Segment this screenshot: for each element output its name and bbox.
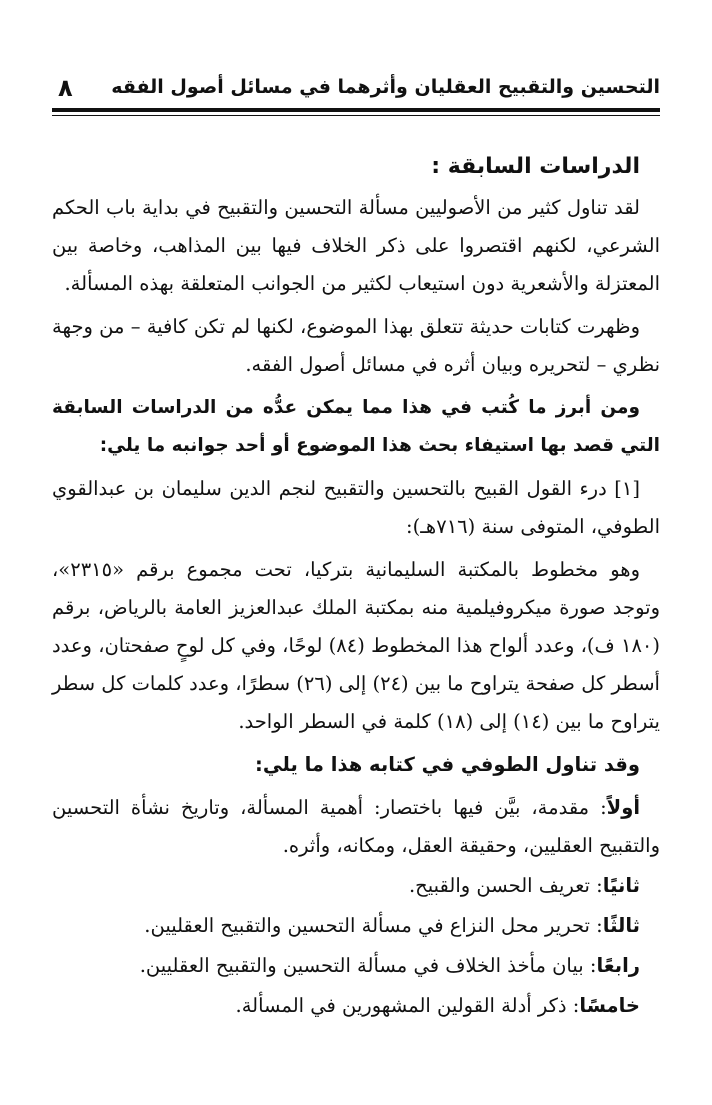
paragraph-modern-writings: وظهرت كتابات حديثة تتعلق بهذا الموضوع، لكنها لم تكن كافية – من وجهة نظري – لتحريره وبيان أثره في مسائل أصول الفقه. (52, 315, 660, 376)
page-header (52, 70, 660, 110)
header-rule-thick (52, 108, 660, 112)
list-item (52, 867, 660, 905)
list-item-text: : ذكر أدلة القولين المشهورين في المسألة. (235, 994, 580, 1017)
list-item-text: : مقدمة، بيَّن فيها باختصار: أهمية المسألة، وتاريخ نشأة التحسين والتقبيح العقليين، وحقيقة العقل، ومكانه، وأثره. (52, 796, 660, 857)
header-rule-thin (52, 115, 660, 116)
list-item-text: : بيان مأخذ الخلاف في مسألة التحسين والتقبيح العقليين. (139, 954, 597, 977)
contents-list (52, 789, 660, 1025)
section-heading: الدراسات السابقة : (431, 154, 640, 179)
list-item (52, 789, 660, 865)
paragraph-previous-studies: ومن أبرز ما كُتب في هذا مما يمكن عدُّه من الدراسات السابقة التي قصد بها استيفاء بحث هذا الموضوع أو أحد جوانبه ما يلي: (52, 397, 660, 456)
paragraph-contents-intro: وقد تناول الطوفي في كتابه هذا ما يلي: (255, 753, 640, 776)
page-number: ٨ (58, 74, 73, 102)
paragraph-manuscript-description: وهو مخطوط بالمكتبة السليمانية بتركيا، تحت مجموع برقم «٢٣١٥»، وتوجد صورة ميكروفيلمية منه بمكتبة الملك عبدالعزيز العامة بالرياض، برقم (١٨٠ ف)، وعدد ألواح هذا المخطوط (٨٤) لوحًا، وفي كل لوحٍ صفحتان، وعدد أسطر كل صفحة يتراوح ما بين (٢٤) إلى (٢٦) سطرًا، وعدد كلمات كل سطر يتراوح ما بين (١٤) إلى (١٨) كلمة في السطر الواحد. (52, 558, 660, 733)
list-item (52, 907, 660, 945)
list-item (52, 987, 660, 1025)
list-item-label: رابعًا (596, 954, 640, 977)
paragraph-intro: لقد تناول كثير من الأصوليين مسألة التحسين والتقبيح في بداية باب الحكم الشرعي، لكنهم اقتصروا على ذكر الخلاف فيها بين المذاهب، وخاصة بين المعتزلة والأشعرية دون استيعاب لكثير من الجوانب المتعلقة بهذه المسألة. (52, 196, 660, 295)
list-item-label: ثانيًا (602, 874, 640, 897)
list-item-label: ثالثًا (602, 914, 640, 937)
list-item-text: : تحرير محل النزاع في مسألة التحسين والتقبيح العقليين. (144, 914, 603, 937)
page-body (52, 148, 660, 1027)
list-item-text: : تعريف الحسن والقبيح. (408, 874, 603, 897)
paragraph-study-1-title: [١] درء القول القبيح بالتحسين والتقبيح لنجم الدين سليمان بن عبدالقوي الطوفي، المتوفى سنة (٧١٦هـ): (52, 477, 660, 538)
list-item-label: خامسًا (579, 994, 640, 1017)
running-title: التحسين والتقبيح العقليان وأثرهما في مسائل أصول الفقه (111, 76, 660, 98)
list-item (52, 947, 660, 985)
list-item-label: أولاً (606, 796, 640, 819)
